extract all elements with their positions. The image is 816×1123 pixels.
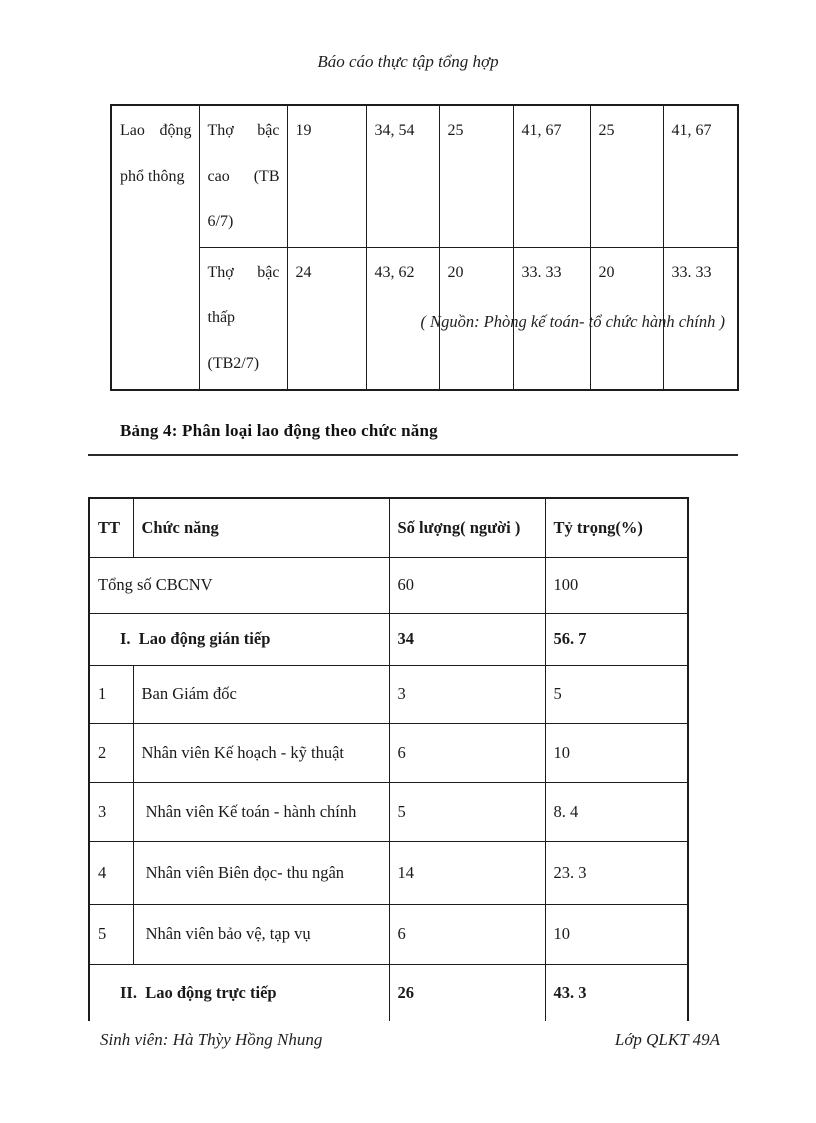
row-label-cell: Nhân viên bảo vệ, tạp vụ bbox=[133, 904, 389, 964]
header-cell-function: Chức năng bbox=[133, 498, 389, 557]
table-row bbox=[89, 723, 688, 782]
table-row-total bbox=[89, 557, 688, 613]
row-label-cell: Tổng số CBCNV bbox=[89, 557, 389, 613]
quantity-cell: 5 bbox=[389, 782, 545, 841]
row-label-cell: II. Lao động trực tiếp bbox=[89, 964, 389, 1021]
table-row-group-direct bbox=[89, 964, 688, 1021]
header-cell-quantity: Số lượng( người ) bbox=[389, 498, 545, 557]
heading-underline bbox=[88, 454, 738, 456]
table-row-group-indirect bbox=[89, 613, 688, 665]
table-row bbox=[89, 904, 688, 964]
quantity-cell: 3 bbox=[389, 665, 545, 723]
quantity-cell: 6 bbox=[389, 723, 545, 782]
footer-class-name: Lớp QLKT 49A bbox=[614, 1030, 720, 1049]
value-cell: 33. 33 bbox=[513, 247, 590, 389]
row-label-cell: Nhân viên Kế hoạch - kỹ thuật bbox=[133, 723, 389, 782]
quantity-cell: 34 bbox=[389, 613, 545, 665]
value-cell: 34, 54 bbox=[366, 105, 439, 247]
value-cell: 20 bbox=[590, 247, 663, 389]
source-note: ( Nguồn: Phòng kế toán- tổ chức hành chính ) bbox=[420, 312, 725, 331]
section-heading: Bảng 4: Phân loại lao động theo chức năng bbox=[120, 421, 438, 440]
row-label-cell: Nhân viên Biên đọc- thu ngân bbox=[133, 841, 389, 904]
footer-student-name: Sinh viên: Hà Thỳy Hồng Nhung bbox=[100, 1030, 323, 1049]
tt-cell: 5 bbox=[89, 904, 133, 964]
value-cell: 19 bbox=[287, 105, 366, 247]
function-classification-table bbox=[88, 497, 689, 1021]
tt-cell: 4 bbox=[89, 841, 133, 904]
group-cell: Lao động phổ thông bbox=[111, 105, 199, 390]
table-row bbox=[89, 782, 688, 841]
row-label-cell: Thợ bậc thấp (TB2/7) bbox=[199, 247, 287, 389]
value-cell: 25 bbox=[439, 105, 513, 247]
percent-cell: 10 bbox=[545, 904, 688, 964]
table-row bbox=[89, 665, 688, 723]
value-cell: 41, 67 bbox=[513, 105, 590, 247]
tt-cell: 2 bbox=[89, 723, 133, 782]
row-label-cell: I. Lao động gián tiếp bbox=[89, 613, 389, 665]
document-footer bbox=[100, 1030, 720, 1050]
table-row bbox=[111, 105, 738, 247]
labor-grade-table bbox=[110, 104, 739, 391]
tt-cell: 3 bbox=[89, 782, 133, 841]
percent-cell: 8. 4 bbox=[545, 782, 688, 841]
table-row bbox=[89, 841, 688, 904]
quantity-cell: 14 bbox=[389, 841, 545, 904]
value-cell: 20 bbox=[439, 247, 513, 389]
table-header-row bbox=[89, 498, 688, 557]
tt-cell: 1 bbox=[89, 665, 133, 723]
value-cell: 33. 33 bbox=[663, 247, 738, 389]
percent-cell: 10 bbox=[545, 723, 688, 782]
header-cell-percent: Tỷ trọng(%) bbox=[545, 498, 688, 557]
row-label-cell: Thợ bậc cao (TB 6/7) bbox=[199, 105, 287, 247]
value-cell: 25 bbox=[590, 105, 663, 247]
percent-cell: 23. 3 bbox=[545, 841, 688, 904]
value-cell: 43, 62 bbox=[366, 247, 439, 389]
row-label-cell: Nhân viên Kế toán - hành chính bbox=[133, 782, 389, 841]
quantity-cell: 26 bbox=[389, 964, 545, 1021]
header-cell-tt: TT bbox=[89, 498, 133, 557]
percent-cell: 43. 3 bbox=[545, 964, 688, 1021]
percent-cell: 100 bbox=[545, 557, 688, 613]
quantity-cell: 60 bbox=[389, 557, 545, 613]
value-cell: 41, 67 bbox=[663, 105, 738, 247]
value-cell: 24 bbox=[287, 247, 366, 389]
row-label-cell: Ban Giám đốc bbox=[133, 665, 389, 723]
document-header-title: Báo cáo thực tập tổng hợp bbox=[317, 52, 499, 71]
quantity-cell: 6 bbox=[389, 904, 545, 964]
percent-cell: 5 bbox=[545, 665, 688, 723]
percent-cell: 56. 7 bbox=[545, 613, 688, 665]
